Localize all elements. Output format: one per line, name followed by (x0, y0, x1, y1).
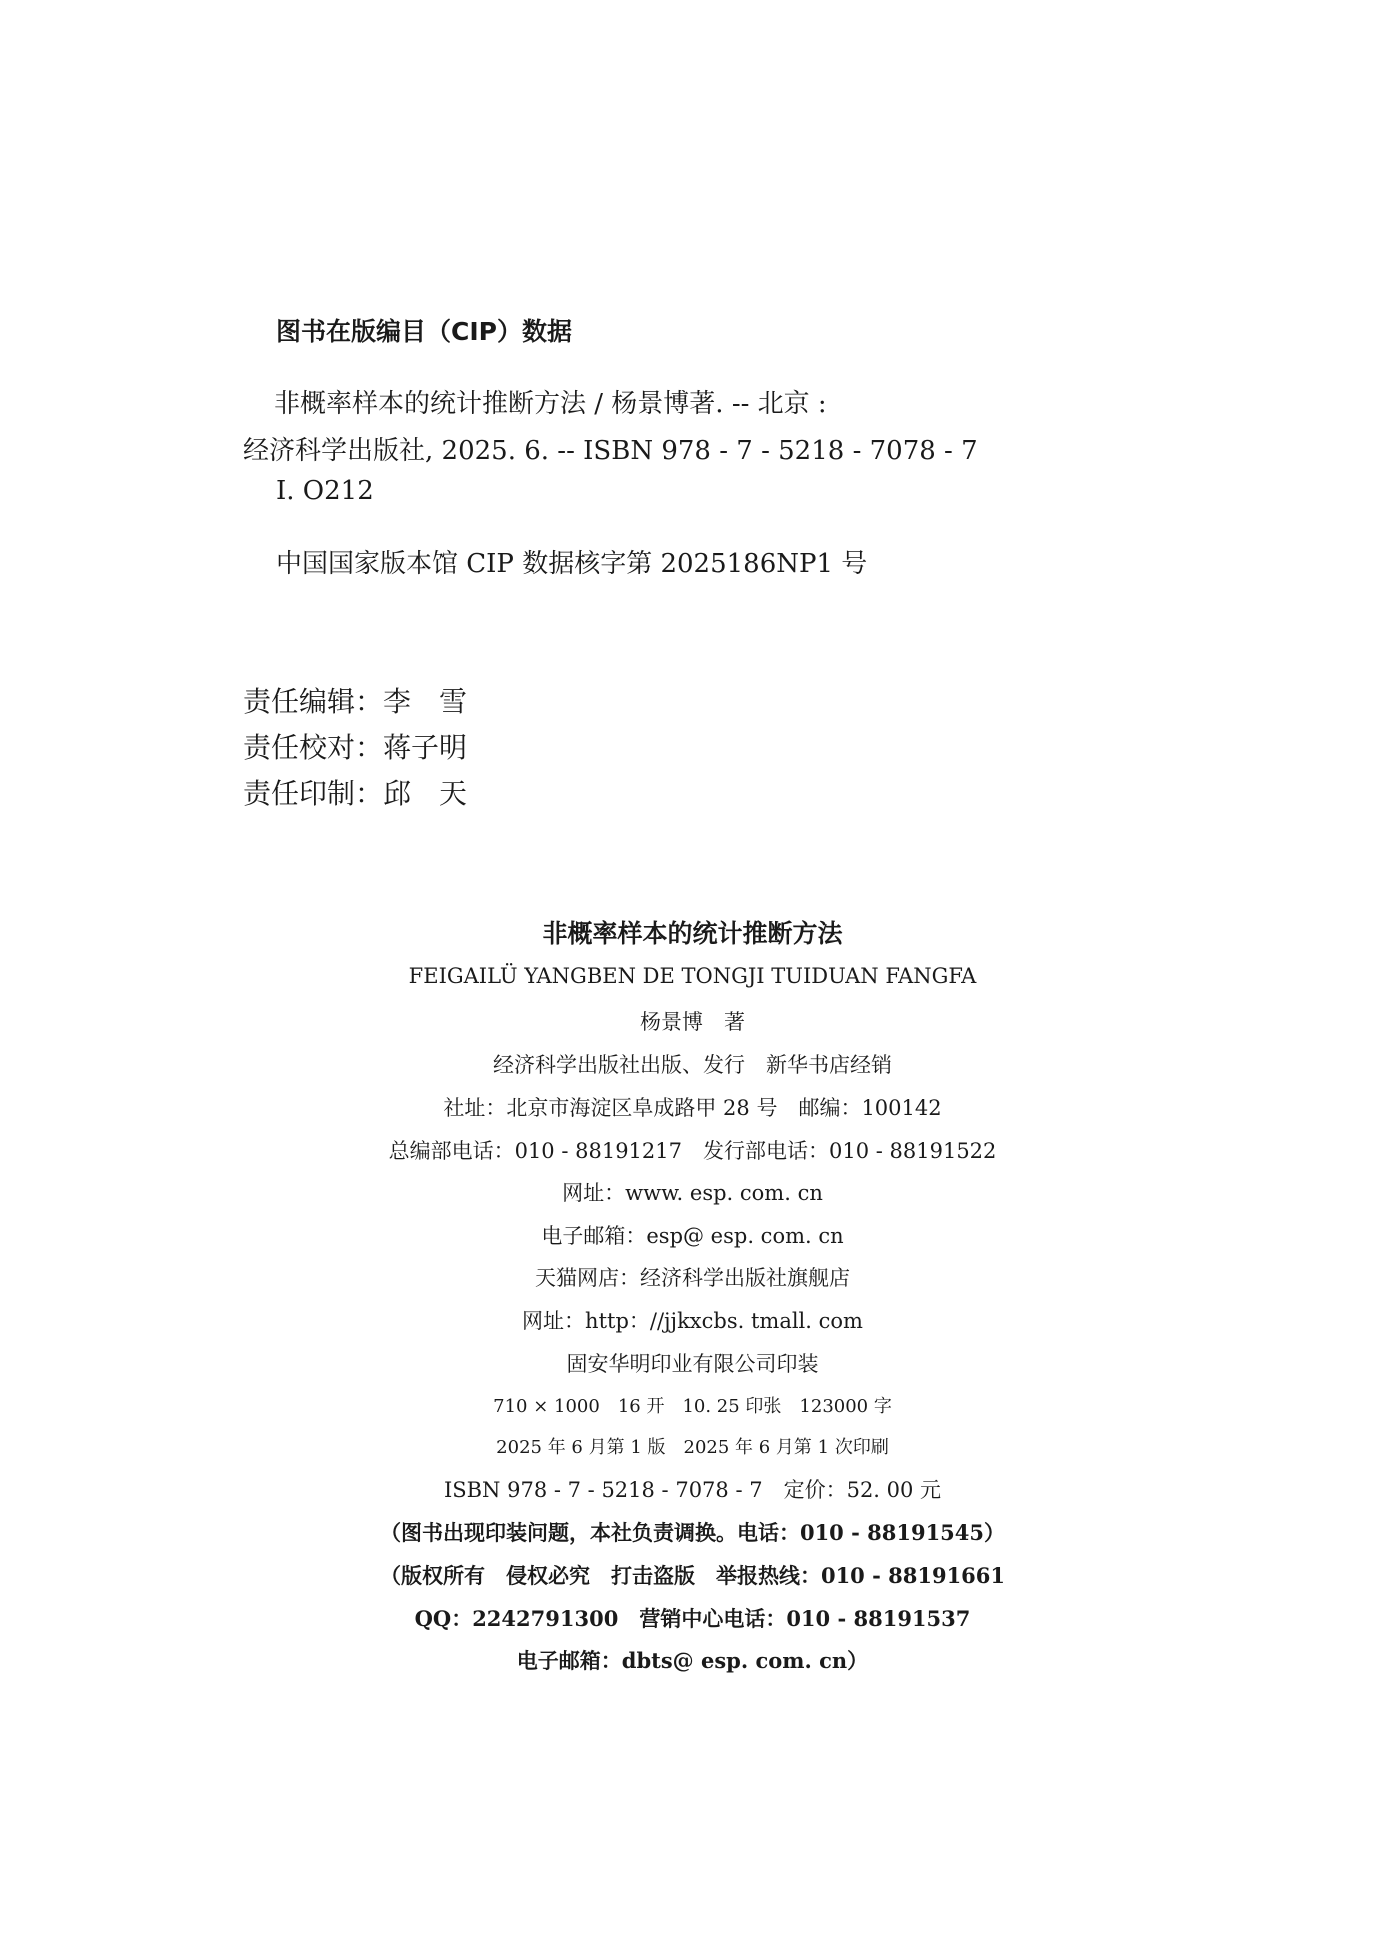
book-author: 杨景博 著 (640, 1010, 745, 1034)
publisher-email: 电子邮箱：esp@ esp. com. cn (541, 1224, 844, 1248)
tmall-url: 网址：http：//jjkxcbs. tmall. com (522, 1309, 863, 1333)
print-quality-notice: （图书出现印装问题，本社负责调换。电话：010 - 88191545） (379, 1520, 1006, 1545)
printer-info: 固安华明印业有限公司印装 (566, 1352, 819, 1376)
book-title: 非概率样本的统计推断方法 (542, 919, 843, 948)
service-email: 电子邮箱：dbts@ esp. com. cn） (516, 1648, 869, 1673)
book-title-pinyin: FEIGAILÜ YANGBEN DE TONGJI TUIDUAN FANGFA (408, 964, 977, 988)
marketing-contact: QQ：2242791300 营销中心电话：010 - 88191537 (414, 1606, 971, 1631)
isbn-price: ISBN 978 - 7 - 5218 - 7078 - 7 定价：52. 00 元 (443, 1478, 942, 1502)
publisher-info: 经济科学出版社出版、发行 新华书店经销 (493, 1053, 892, 1077)
publisher-phones: 总编部电话：010 - 88191217 发行部电话：010 - 88191522 (388, 1139, 997, 1163)
book-specs: 710 × 1000 16 开 10. 25 印张 123000 字 (493, 1396, 892, 1417)
cip-title-line: 非概率样本的统计推断方法 / 杨景博著. -- 北京 : (274, 389, 827, 419)
publisher-website: 网址：www. esp. com. cn (562, 1181, 823, 1205)
tmall-store: 天猫网店：经济科学出版社旗舰店 (535, 1266, 850, 1290)
publisher-address: 社址：北京市海淀区阜成路甲 28 号 邮编：100142 (443, 1096, 942, 1120)
cip-publisher-line: 经济科学出版社, 2025. 6. -- ISBN 978 - 7 - 5218 - 7078 - 7 (243, 436, 978, 466)
cip-classification-line: Ⅰ. O212 (276, 476, 374, 506)
cip-record-number: 中国国家版本馆 CIP 数据核字第 2025186NP1 号 (276, 549, 868, 579)
anti-piracy-notice: （版权所有 侵权必究 打击盗版 举报热线：010 - 88191661 (379, 1563, 1006, 1588)
edition-info: 2025 年 6 月第 1 版 2025 年 6 月第 1 次印刷 (496, 1437, 889, 1458)
responsible-printing: 责任印制：邱 天 (243, 777, 468, 810)
responsible-editor: 责任编辑：李 雪 (243, 685, 468, 718)
responsible-proofreader: 责任校对：蒋子明 (243, 731, 468, 764)
cip-heading: 图书在版编目（CIP）数据 (276, 317, 572, 346)
